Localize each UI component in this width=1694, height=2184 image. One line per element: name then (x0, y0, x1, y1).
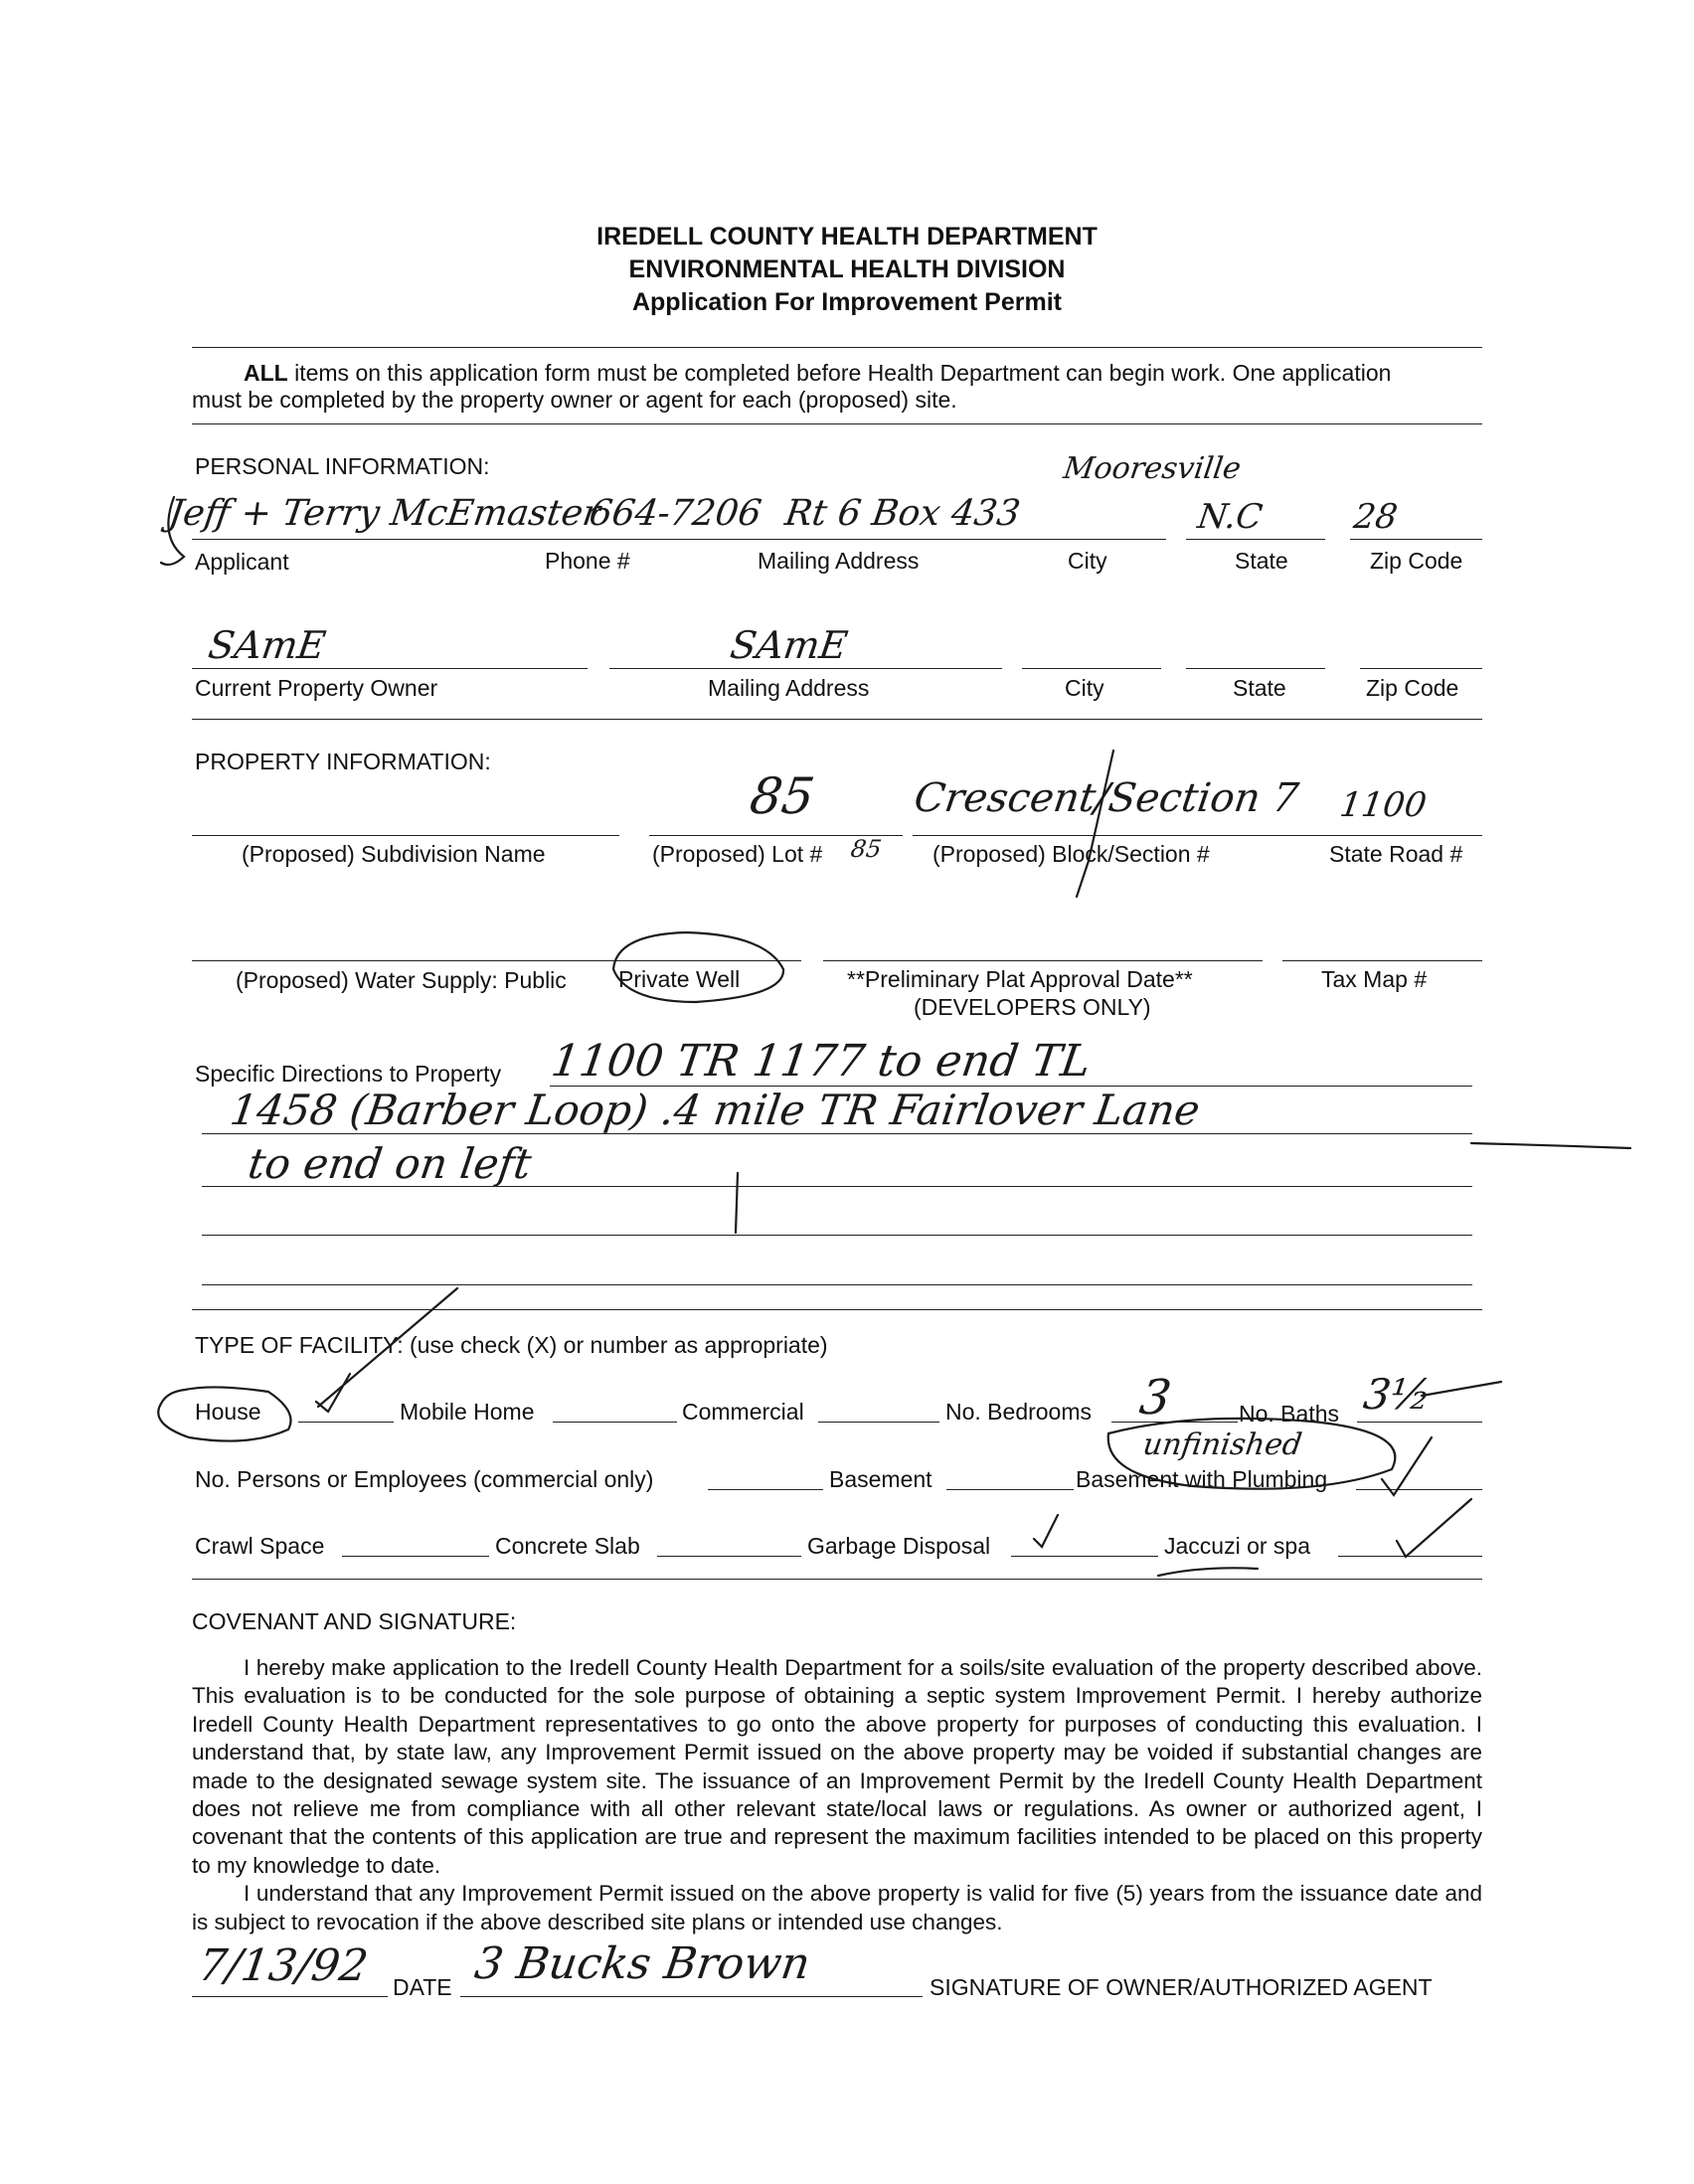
facility-slash (318, 1288, 457, 1407)
developers-only-label: (DEVELOPERS ONLY) (914, 994, 1151, 1020)
block-section-label: (Proposed) Block/Section # (932, 841, 1210, 867)
block-slash (1077, 751, 1113, 897)
state-handwriting[interactable]: N.C (1195, 497, 1266, 537)
owner-label: Current Property Owner (195, 675, 438, 701)
owner-handwriting[interactable]: SAmE (205, 623, 329, 667)
jacuzzi-underline (1158, 1568, 1258, 1576)
intro-bold: ALL (244, 360, 288, 386)
signature-handwriting[interactable]: 3 Bucks Brown (471, 1938, 813, 1989)
state-label: State (1235, 548, 1288, 574)
facility-heading: TYPE OF FACILITY: (use check (X) or number as appropriate) (195, 1332, 828, 1358)
garbage-check (1034, 1515, 1058, 1547)
state-road-label: State Road # (1329, 841, 1463, 867)
covenant-paragraph-2: I understand that any Improvement Permit issued on the above property is valid for five (5) years from the issuance date and is subject to revocation if the above described site plans or intended use changes. (192, 1881, 1482, 1934)
house-circle (158, 1387, 290, 1440)
concrete-slab-label: Concrete Slab (495, 1533, 640, 1559)
division-title: ENVIRONMENTAL HEALTH DIVISION (628, 255, 1066, 283)
water-supply-label: (Proposed) Water Supply: Public (236, 967, 567, 993)
lot-label: (Proposed) Lot # (652, 841, 823, 867)
block-handwriting[interactable]: Crescent/Section 7 (911, 775, 1301, 821)
zip-handwriting[interactable]: 28 (1351, 497, 1401, 537)
city-handwriting[interactable]: Mooresville (1061, 451, 1244, 486)
road-handwriting[interactable]: 1100 (1337, 785, 1430, 825)
basement-plumbing-check (1382, 1437, 1432, 1495)
signature-label: SIGNATURE OF OWNER/AUTHORIZED AGENT (930, 1974, 1433, 2000)
directions-handwriting-2[interactable]: 1458 (Barber Loop) .4 mile TR Fairlover Lane (227, 1086, 1204, 1134)
lot-handwriting[interactable]: 85 (746, 767, 818, 825)
date-label: DATE (393, 1974, 452, 2000)
owner-mailing-handwriting[interactable]: SAmE (727, 623, 851, 667)
baths-stroke (1422, 1382, 1501, 1396)
covenant-paragraph-1: I hereby make application to the Iredell County Health Department for a soils/site evaluation of the property described above. This evaluation is to be conducted for the sole purpose of obtaining a septic system Improvement Permit. I hereby authorize Iredell County Health Department representatives to go onto the above property for purposes of conducting this evaluation. I understand that, by state law, any Improvement Permit issued on the above property may be voided if substantial changes are made to the designated sewage system site. The issuance of an Improvement Permit by the Iredell County Health Department does not relieve me from compliance with all other relevant state/local laws or regulations. As owner or authorized agent, I covenant that the contents of this application are true and represent the maximum facilities intended to be placed on this property to my knowledge to date. (192, 1655, 1482, 1878)
tax-map-label: Tax Map # (1321, 966, 1428, 992)
subdivision-label: (Proposed) Subdivision Name (242, 841, 546, 867)
intro-text: items on this application form must be completed before Health Department can begin work. One application (287, 360, 1392, 386)
form-title: Application For Improvement Permit (631, 288, 1062, 316)
directions-label: Specific Directions to Property (195, 1061, 502, 1087)
owner-city-label: City (1065, 675, 1104, 701)
basement-label: Basement (829, 1466, 932, 1492)
lot-small-handwriting: 85 (849, 835, 884, 863)
private-well-option[interactable]: Private Well (618, 966, 741, 992)
personal-info-heading: PERSONAL INFORMATION: (195, 453, 490, 479)
unfinished-circle (1108, 1419, 1396, 1489)
covenant-heading: COVENANT AND SIGNATURE: (192, 1608, 517, 1634)
jacuzzi-label: Jaccuzi or spa (1164, 1533, 1311, 1559)
house-option[interactable]: House (195, 1399, 261, 1425)
intro-line-2: must be completed by the property owner or agent for each (proposed) site. (192, 387, 957, 413)
mailing-address-label: Mailing Address (758, 548, 920, 574)
owner-mailing-label: Mailing Address (708, 675, 870, 701)
jacuzzi-check (1397, 1499, 1471, 1557)
phone-handwriting[interactable]: 664-7206 (587, 493, 764, 534)
date-handwriting[interactable]: 7/13/92 (195, 1940, 372, 1991)
basement-plumbing-label: Basement with Plumbing (1076, 1466, 1328, 1492)
directions-handwriting-3[interactable]: to end on left (245, 1139, 535, 1188)
applicant-handwriting[interactable]: Jeff + Terry McEmaster (166, 493, 603, 534)
phone-label: Phone # (545, 548, 630, 574)
mailing-handwriting[interactable]: Rt 6 Box 433 (782, 493, 1023, 534)
persons-label: No. Persons or Employees (commercial only) (195, 1466, 654, 1492)
directions-tail (1471, 1143, 1630, 1148)
private-well-circle (613, 932, 783, 1002)
bedrooms-handwriting[interactable]: 3 (1136, 1370, 1175, 1426)
commercial-label: Commercial (682, 1399, 804, 1425)
baths-label: No. Baths (1239, 1401, 1339, 1427)
unfinished-handwriting[interactable]: unfinished (1140, 1428, 1304, 1462)
directions-handwriting-1[interactable]: 1100 TR 1177 to end TL (548, 1036, 1095, 1087)
plat-approval-label: **Preliminary Plat Approval Date** (847, 966, 1193, 992)
owner-zip-label: Zip Code (1366, 675, 1459, 701)
department-title: IREDELL COUNTY HEALTH DEPARTMENT (596, 223, 1098, 251)
city-label: City (1068, 548, 1107, 574)
garbage-disposal-label: Garbage Disposal (807, 1533, 991, 1559)
directions-vertical (736, 1173, 738, 1233)
bedrooms-label: No. Bedrooms (945, 1399, 1093, 1425)
zip-code-label: Zip Code (1370, 548, 1463, 574)
applicant-stroke (161, 497, 184, 565)
owner-state-label: State (1233, 675, 1286, 701)
property-info-heading: PROPERTY INFORMATION: (195, 749, 491, 774)
applicant-label: Applicant (195, 549, 289, 575)
baths-handwriting[interactable]: 3½ (1360, 1370, 1435, 1419)
mobile-home-label: Mobile Home (400, 1399, 535, 1425)
crawl-space-label: Crawl Space (195, 1533, 325, 1559)
